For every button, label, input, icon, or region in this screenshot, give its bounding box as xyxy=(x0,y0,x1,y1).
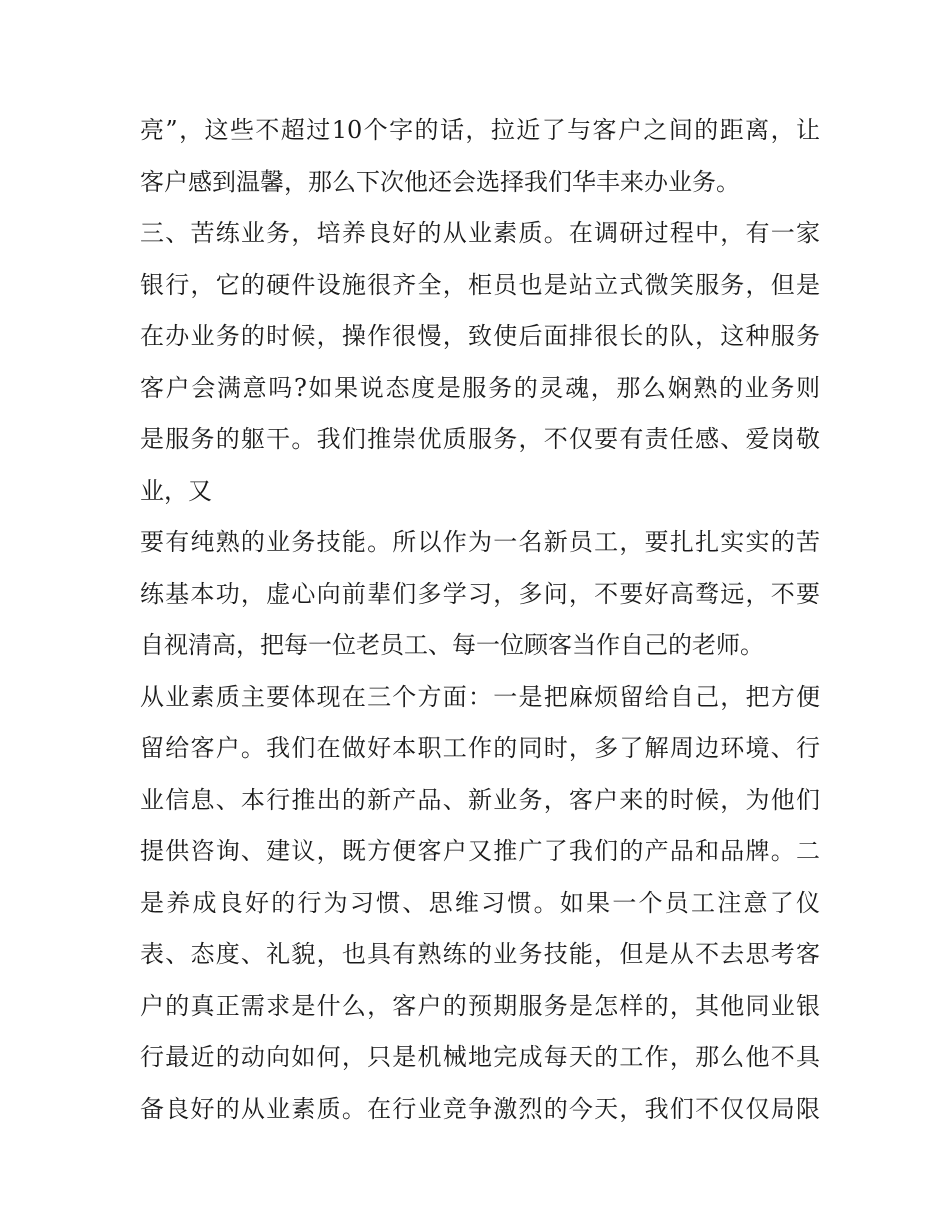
text-line: 行最近的动向如何，只是机械地完成每天的工作，那么他不具 xyxy=(140,1043,820,1071)
text-line: 自视清高，把每一位老员工、每一位顾客当作自己的老师。 xyxy=(140,631,764,659)
text-line: 户的真正需求是什么，客户的预期服务是怎样的，其他同业银 xyxy=(140,991,820,1020)
text-line: 在办业务的时候，操作很慢，致使后面排很长的队，这种服务 xyxy=(140,322,820,350)
text-line: 亮”，这些不超过10个字的话，拉近了与客户之间的距离，让 xyxy=(140,116,820,144)
text-line: 业，又 xyxy=(140,476,212,505)
text-line: 是服务的躯干。我们推崇优质服务，不仅要有责任感、爱岗敬 xyxy=(140,425,820,453)
text-line: 备良好的从业素质。在行业竞争激烈的今天，我们不仅仅局限 xyxy=(140,1094,820,1123)
text-line: 练基本功，虚心向前辈们多学习，多问，不要好高骛远，不要 xyxy=(140,579,820,608)
text-line: 要有纯熟的业务技能。所以作为一名新员工，要扎扎实实的苦 xyxy=(140,528,820,556)
text-line: 客户会满意吗?如果说态度是服务的灵魂，那么娴熟的业务则 xyxy=(140,373,820,402)
text-line: 三、苦练业务，培养良好的从业素质。在调研过程中，有一家 xyxy=(140,219,820,247)
text-line: 从业素质主要体现在三个方面：一是把麻烦留给自己，把方便 xyxy=(140,682,820,711)
document-body xyxy=(140,105,820,1135)
text-line: 业信息、本行推出的新产品、新业务，客户来的时候，为他们 xyxy=(140,785,820,814)
text-line: 银行，它的硬件设施很齐全，柜员也是站立式微笑服务，但是 xyxy=(140,270,820,299)
text-line: 留给客户。我们在做好本职工作的同时，多了解周边环境、行 xyxy=(140,734,820,762)
text-line: 客户感到温馨，那么下次他还会选择我们华丰来办业务。 xyxy=(140,167,740,196)
text-line: 表、态度、礼貌，也具有熟练的业务技能，但是从不去思考客 xyxy=(140,940,820,968)
text-line: 是养成良好的行为习惯、思维习惯。如果一个员工注意了仪 xyxy=(140,888,820,917)
text-line: 提供咨询、建议，既方便客户又推广了我们的产品和品牌。二 xyxy=(140,837,820,865)
